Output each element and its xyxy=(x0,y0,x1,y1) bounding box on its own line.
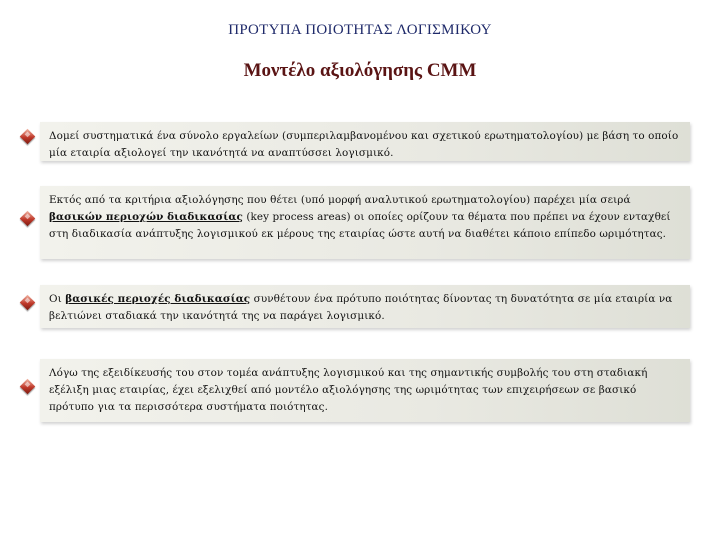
diamond-bullet-icon xyxy=(20,379,36,395)
item-2-text-before: Εκτός από τα κριτήρια αξιολόγησης που θέτει (υπό μορφή αναλυτικού ερωτηματολογίου) παρέχει μία σειρά xyxy=(49,194,631,206)
diamond-bullet-icon xyxy=(20,295,36,311)
text-box-4 xyxy=(40,359,690,422)
item-2-text-after: (key process areas) οι οποίες ορίζουν τα θέματα που πρέπει να έχουν ενταχθεί στη διαδικασία ανάπτυξης λογισμικού εκ μέρους της εταιρίας ώστε αυτή να διαθέτει κάποιο επίπεδο ωριμότητας. xyxy=(49,211,671,240)
item-4-text: Λόγω της εξειδίκευσής του στον τομέα ανάπτυξης λογισμικού και της σημαντικής συμβολής του στη σταδιακή εξέλιξη μιας εταιρίας, έχει εξελιχθεί από μοντέλο αξιολόγησης της ωριμότητας των επιχειρήσεων σε βασικό πρότυπο για τα περισσότερα συστήματα ποιότητας. xyxy=(49,367,648,413)
text-box-3 xyxy=(40,285,690,328)
text-box-2 xyxy=(40,186,690,259)
item-3-text-before: Οι xyxy=(49,293,66,305)
text-box-1 xyxy=(40,122,690,161)
item-3-emphasis: βασικές περιοχές διαδικασίας xyxy=(65,293,251,305)
item-3-text-after: συνθέτουν ένα πρότυπο ποιότητας δίνοντας τη δυνατότητα σε μία εταιρία να βελτιώνει σταδιακά την ικανότητά της να παράγει λογισμικό. xyxy=(49,293,673,322)
item-2-emphasis: βασικών περιοχών διαδικασίας xyxy=(49,211,243,223)
slide-header: ΠΡΟΤΥΠΑ ΠΟΙΟΤΗΤΑΣ ΛΟΓΙΣΜΙΚΟΥ xyxy=(228,22,492,38)
diamond-bullet-icon xyxy=(20,129,36,145)
item-1-text: Δομεί συστηματικά ένα σύνολο εργαλείων (συμπεριλαμβανομένου και σχετικού ερωτηματολογίου) με βάση το οποίο μία εταιρία αξιολογεί την ικανότητά να αναπτύσσει λογισμικό. xyxy=(49,130,679,159)
slide-subtitle: Μοντέλο αξιολόγησης CMM xyxy=(243,60,477,81)
diamond-bullet-icon xyxy=(20,211,36,227)
